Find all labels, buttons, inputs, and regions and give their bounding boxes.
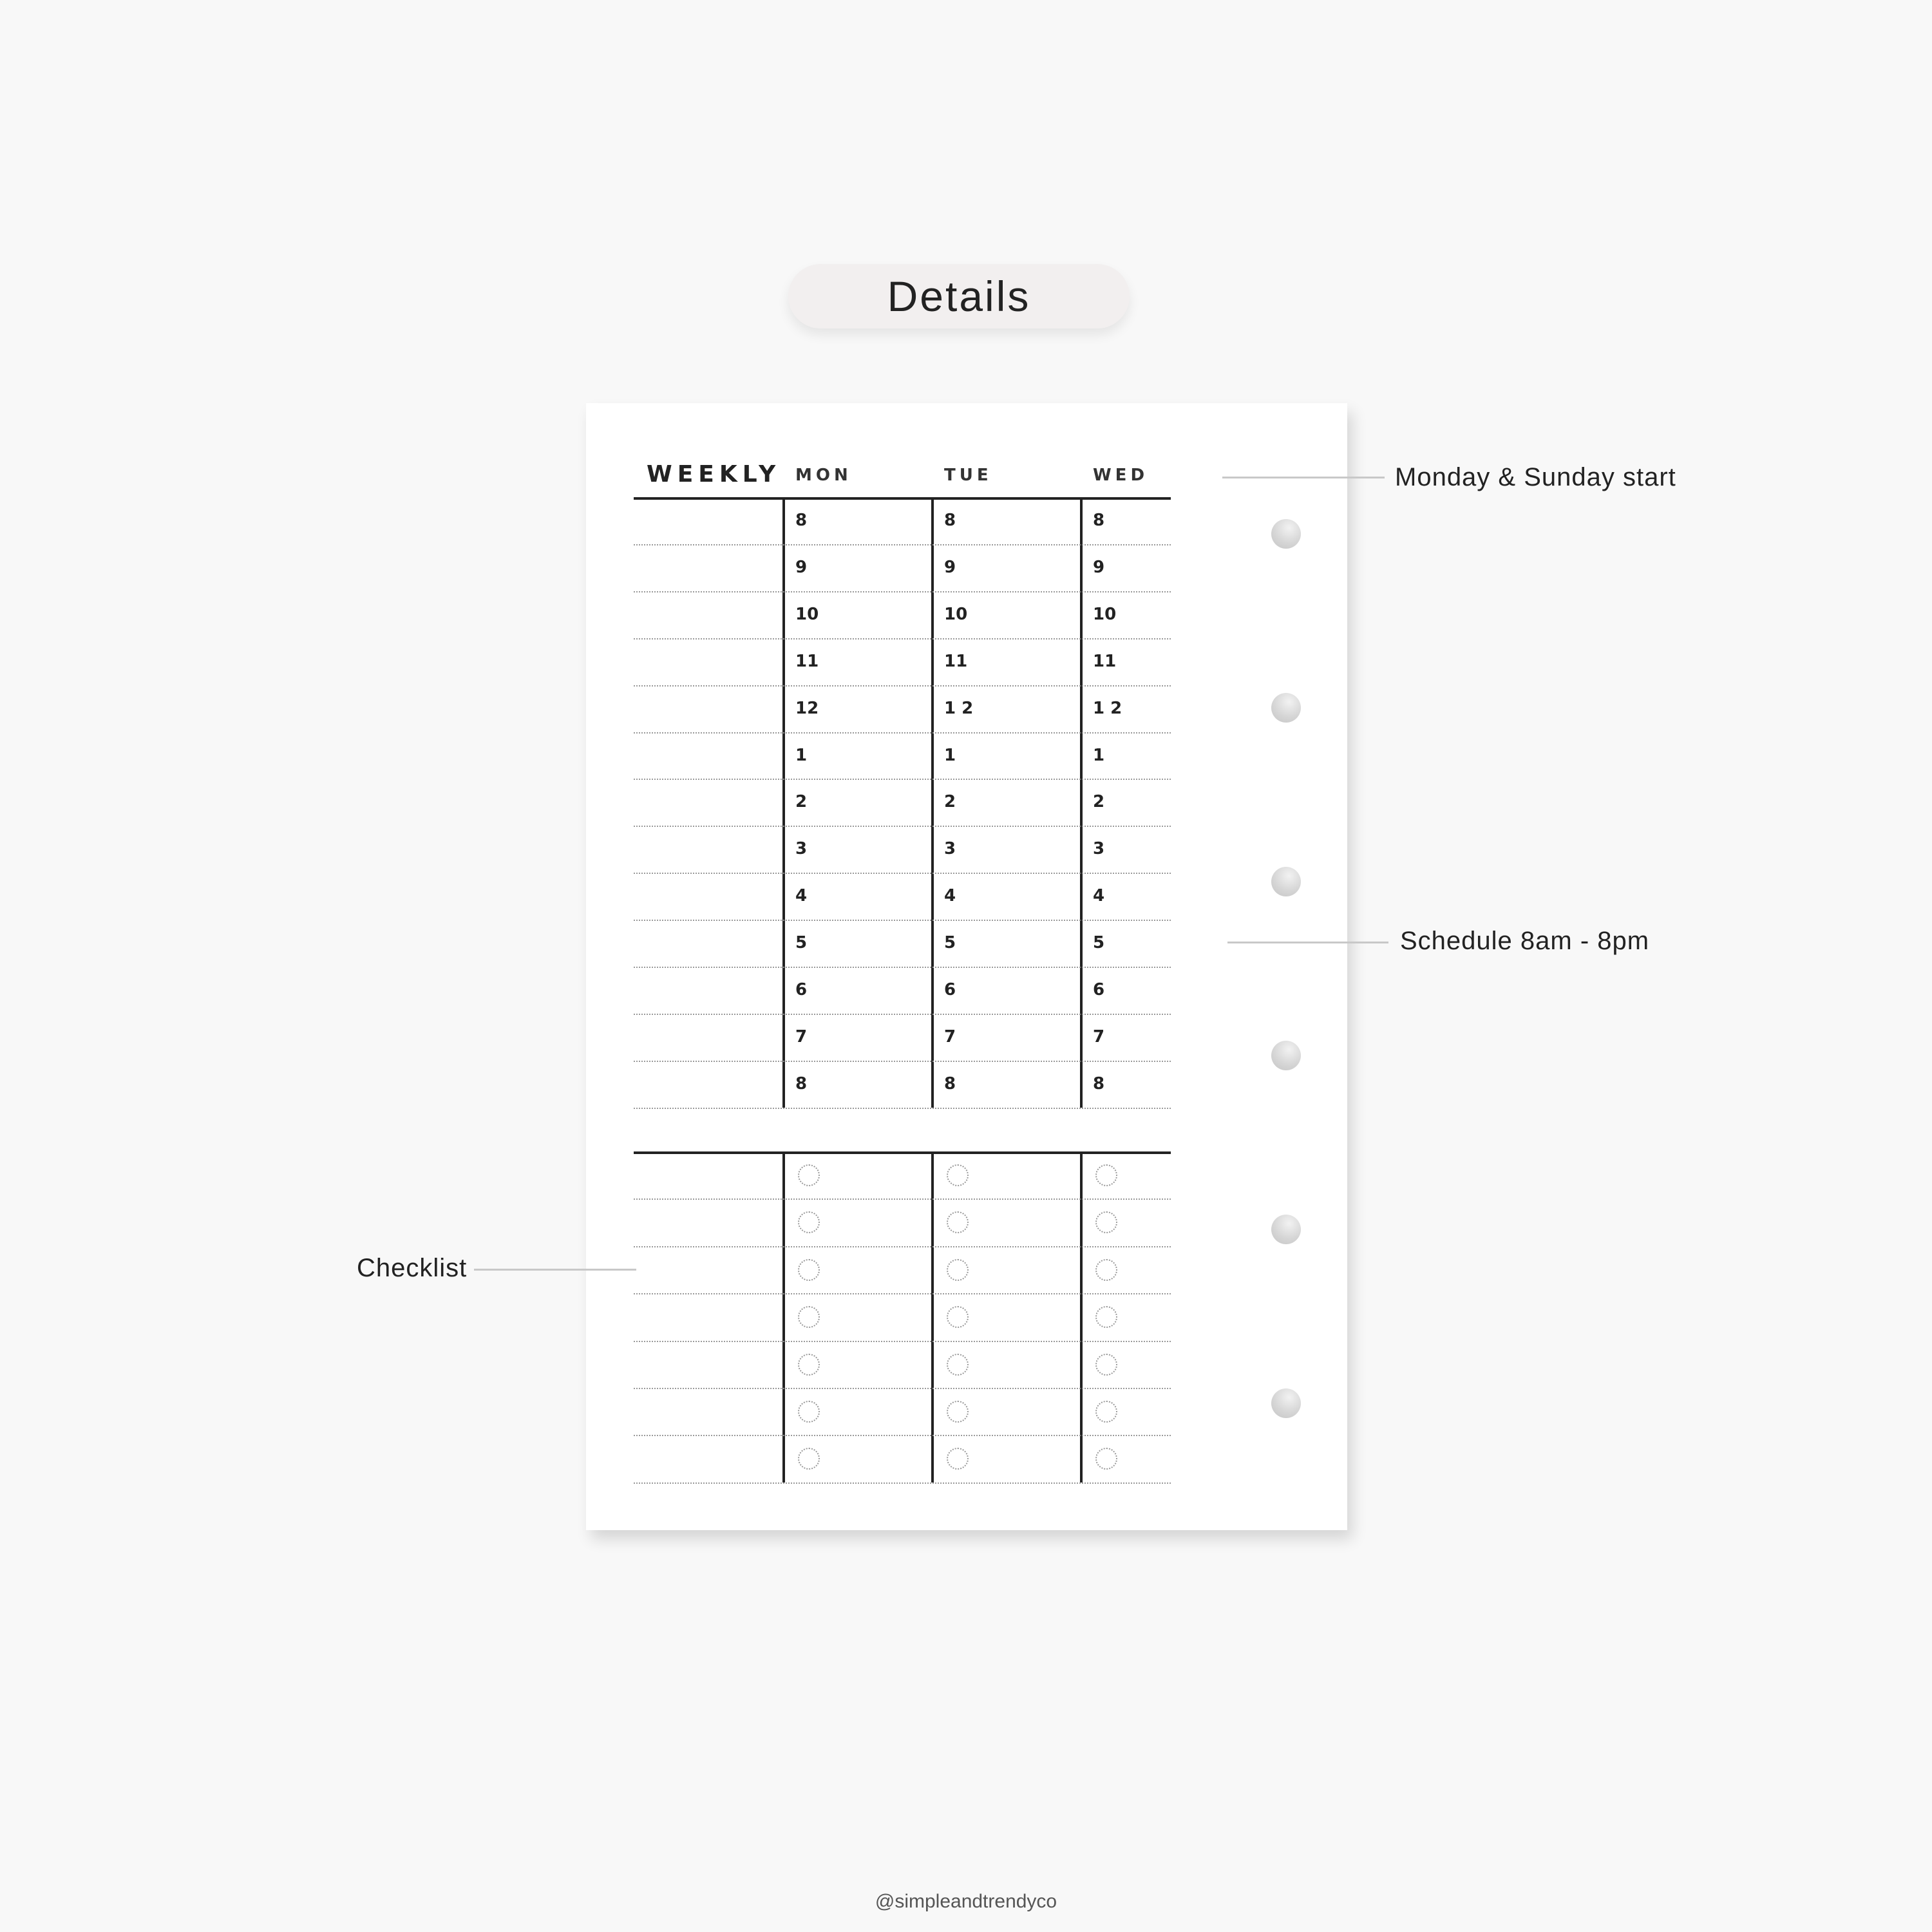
- checkbox-circle-icon: [1095, 1164, 1117, 1186]
- checklist-row-line: [634, 1246, 1171, 1247]
- schedule-column-divider: [1080, 497, 1083, 1108]
- day-header-wed: WED: [1093, 466, 1149, 485]
- checkbox-circle-icon: [798, 1164, 820, 1186]
- schedule-row-line: [634, 826, 1171, 827]
- hour-label: 3: [1093, 839, 1105, 859]
- checkbox-circle-icon: [798, 1259, 820, 1281]
- checkbox-circle-icon: [1095, 1354, 1117, 1376]
- checkbox-circle-icon: [947, 1164, 969, 1186]
- annotation-schedule: Schedule 8am - 8pm: [1400, 927, 1650, 955]
- checkbox-circle-icon: [947, 1306, 969, 1328]
- hour-label: 1: [1093, 745, 1105, 765]
- hour-label: 2: [944, 792, 956, 812]
- hour-label: 10: [1093, 604, 1117, 624]
- schedule-row-line: [634, 685, 1171, 687]
- hour-label: 8: [944, 511, 956, 530]
- schedule-row-line: [634, 1108, 1171, 1109]
- hour-label: 2: [1093, 792, 1105, 812]
- checkbox-circle-icon: [947, 1401, 969, 1423]
- hour-label: 1 2: [1093, 698, 1122, 718]
- checkbox-circle-icon: [947, 1211, 969, 1233]
- hour-label: 9: [944, 557, 956, 577]
- checkbox-circle-icon: [798, 1211, 820, 1233]
- checkbox-circle-icon: [798, 1354, 820, 1376]
- schedule-row-line: [634, 638, 1171, 639]
- hour-label: 4: [1093, 886, 1105, 906]
- hour-label: 1 2: [944, 698, 974, 718]
- binder-hole-icon: [1271, 867, 1301, 896]
- hour-label: 9: [795, 557, 808, 577]
- hour-label: 6: [795, 980, 808, 999]
- checklist-column-divider: [1080, 1151, 1083, 1482]
- hour-label: 8: [944, 1074, 956, 1094]
- schedule-row-line: [634, 732, 1171, 734]
- checklist-row-line: [634, 1293, 1171, 1294]
- hour-label: 8: [795, 1074, 808, 1094]
- checkbox-circle-icon: [947, 1448, 969, 1470]
- planner-title: WEEKLY: [647, 461, 781, 488]
- hour-label: 6: [944, 980, 956, 999]
- leader-line-week-start: [1222, 477, 1385, 478]
- hour-label: 4: [795, 886, 808, 906]
- hour-label: 8: [795, 511, 808, 530]
- hour-label: 8: [1093, 1074, 1105, 1094]
- binder-hole-icon: [1271, 1041, 1301, 1070]
- schedule-column-divider: [931, 497, 934, 1108]
- hour-label: 7: [944, 1027, 956, 1046]
- schedule-top-rule: [634, 497, 1171, 500]
- hour-label: 2: [795, 792, 808, 812]
- schedule-row-line: [634, 1061, 1171, 1062]
- day-header-tue: TUE: [944, 466, 992, 485]
- day-header-mon: MON: [795, 466, 852, 485]
- hour-label: 6: [1093, 980, 1105, 999]
- leader-line-checklist: [474, 1269, 636, 1271]
- hour-label: 7: [1093, 1027, 1105, 1046]
- planner-page: [586, 403, 1347, 1530]
- hour-label: 4: [944, 886, 956, 906]
- hour-label: 5: [1093, 933, 1105, 953]
- hour-label: 5: [944, 933, 956, 953]
- binder-hole-icon: [1271, 693, 1301, 723]
- hour-label: 7: [795, 1027, 808, 1046]
- schedule-row-line: [634, 591, 1171, 592]
- checklist-top-rule: [634, 1151, 1171, 1154]
- binder-hole-icon: [1271, 1215, 1301, 1244]
- checkbox-circle-icon: [947, 1259, 969, 1281]
- hour-label: 1: [944, 745, 956, 765]
- checklist-row-line: [634, 1198, 1171, 1200]
- binder-hole-icon: [1271, 519, 1301, 549]
- hour-label: 11: [795, 651, 819, 671]
- binder-hole-icon: [1271, 1388, 1301, 1418]
- schedule-row-line: [634, 873, 1171, 874]
- hour-label: 11: [944, 651, 968, 671]
- checklist-row-line: [634, 1341, 1171, 1342]
- checkbox-circle-icon: [1095, 1259, 1117, 1281]
- hour-label: 12: [795, 698, 819, 718]
- header-title: Details: [887, 272, 1031, 320]
- annotation-checklist: Checklist: [357, 1254, 468, 1282]
- hour-label: 1: [795, 745, 808, 765]
- schedule-row-line: [634, 920, 1171, 921]
- checklist-row-line: [634, 1482, 1171, 1484]
- hour-label: 11: [1093, 651, 1117, 671]
- checklist-column-divider: [931, 1151, 934, 1482]
- schedule-row-line: [634, 544, 1171, 545]
- hour-label: 3: [944, 839, 956, 859]
- hour-label: 9: [1093, 557, 1105, 577]
- checklist-row-line: [634, 1435, 1171, 1436]
- details-header-pill: [788, 264, 1130, 328]
- hour-label: 10: [795, 604, 819, 624]
- hour-label: 3: [795, 839, 808, 859]
- hour-label: 8: [1093, 511, 1105, 530]
- checkbox-circle-icon: [798, 1306, 820, 1328]
- checkbox-circle-icon: [1095, 1448, 1117, 1470]
- hour-label: 10: [944, 604, 968, 624]
- checklist-row-line: [634, 1388, 1171, 1389]
- footer-handle: @simpleandtrendyco: [875, 1891, 1057, 1912]
- schedule-row-line: [634, 1014, 1171, 1015]
- annotation-week-start: Monday & Sunday start: [1395, 463, 1676, 491]
- leader-line-schedule: [1227, 942, 1388, 943]
- checkbox-circle-icon: [798, 1401, 820, 1423]
- schedule-column-divider: [782, 497, 785, 1108]
- checklist-column-divider: [782, 1151, 785, 1482]
- checkbox-circle-icon: [1095, 1306, 1117, 1328]
- checkbox-circle-icon: [1095, 1211, 1117, 1233]
- hour-label: 5: [795, 933, 808, 953]
- checkbox-circle-icon: [947, 1354, 969, 1376]
- schedule-row-line: [634, 967, 1171, 968]
- schedule-row-line: [634, 779, 1171, 780]
- checkbox-circle-icon: [1095, 1401, 1117, 1423]
- checkbox-circle-icon: [798, 1448, 820, 1470]
